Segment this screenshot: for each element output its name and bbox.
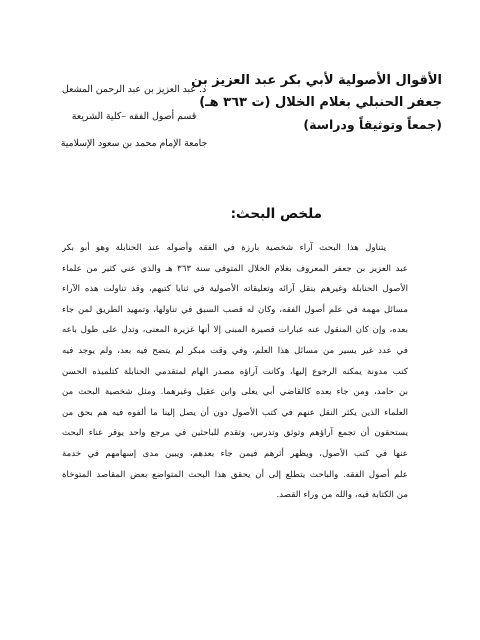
abstract-line: علم أصول الفقه. والباحث يتطلع إلى أن يحقق هذا البحث المتواضع بعض المقاصد المتوخاة (62, 469, 408, 480)
abstract-line: كتب مدونة يمكنه الرجوع إليها، وكانت آراؤه مصدر الهام لمتقدمي الحنابلة كتلميذه الحسن (62, 366, 408, 377)
abstract-line: عبد العزيز بن جعفر المعروف بغلام الخلال المتوفى سنة ٣٦٣ هـ والذي عني كثير من علماء (62, 263, 408, 274)
abstract-line: يتناول هذا البحث آراء شخصية بارزة في الفقه وأصوله عند الحنابلة وهو أبو بكر (62, 243, 386, 253)
abstract-heading: ملخص البحث: (230, 206, 322, 222)
abstract-line: من الكتابة فيه، والله من وراء القصد. (276, 490, 408, 501)
abstract-line: عنها في كتب الأصول، ويظهر أثرهم فيمن جاء بعدهم، ويبين مدى إسهامهم في خدمة (62, 448, 408, 459)
title-line-1: الأقوال الأصولية لأبي بكر عبد العزيز بن (191, 73, 442, 88)
abstract-line: العلماء الذين يكثر النقل عنهم في كتب الأصول دون أن يصل إلينا ما ألفوه فيه هم بحق من (62, 407, 408, 418)
title-line-2: جعفر الحنبلي بغلام الخلال (ت ٣٦٣ هـ) (199, 95, 442, 110)
paper-title (191, 70, 442, 136)
abstract-line: يستحقون أن تجمع آراؤهم وتوثق وتدرس، وتقدم للباحثين في مرجع واحد يوفر عناء البحث (62, 428, 408, 439)
abstract-line: بن حامد، ومن جاء بعده كالقاضي أبي يعلى وابن عقيل وغيرهما. ومثل شخصية البحث من (62, 387, 408, 398)
author-university: جامعة الإمام محمد بن سعود الإسلامية (60, 138, 208, 149)
author-name: د. عبد العزيز بن عبد الرحمن المشعل (61, 84, 207, 95)
abstract-line: مسائل مهمة في علم أصول الفقه، وكان له قصب السبق في تناولها، وتمهيد الطريق لمن جاء (62, 304, 408, 315)
abstract-line: في عدد غير يسير من مسائل هذا العلم، وفي وقت مبكر لم يتضح فيه بعد، ولم يوجد فيه (62, 345, 408, 356)
abstract-line: بعده، وإن كان المنقول عنه عبارات قصيرة المبنى إلا أنها غزيرة المعنى، وتدل على طول باعه (62, 325, 408, 336)
author-department: قسم أصول الفقه –كلية الشريعة (71, 111, 197, 122)
author-info (44, 76, 224, 157)
abstract-body (62, 238, 408, 506)
abstract-heading-text: ملخص البحث (236, 206, 322, 222)
abstract-line: الأصول الحنابلة وغيرهم بنقل آرائه وتعليقاته الأصولية في ثنايا كتبهم، وقد تناولت هذه الآراء (62, 284, 408, 295)
title-subtitle: (جمعاً وتوثيقاً ودراسة) (303, 117, 442, 132)
